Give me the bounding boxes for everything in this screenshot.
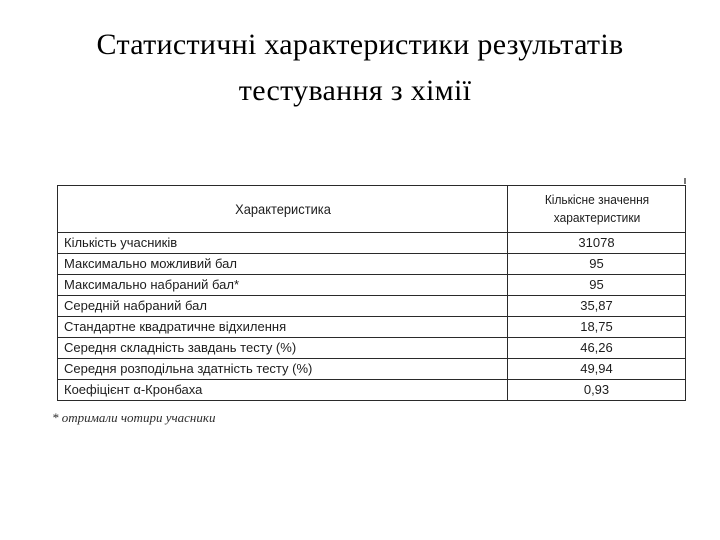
row-value: 95 (508, 275, 686, 296)
table-row (58, 317, 686, 338)
table-row (58, 380, 686, 401)
statistics-table (57, 185, 686, 401)
row-label: Середня складність завдань тесту (%) (58, 338, 508, 359)
row-label: Середня розподільна здатність тесту (%) (58, 359, 508, 380)
row-label: Максимально набраний бал* (58, 275, 508, 296)
table-row (58, 275, 686, 296)
slide-title-line-1: Статистичні характеристики результатів (96, 28, 624, 61)
table-row (58, 254, 686, 275)
row-label: Кількість учасників (58, 233, 508, 254)
row-label: Максимально можливий бал (58, 254, 508, 275)
table-footnote: * отримали чотири учасники (52, 410, 216, 425)
statistics-table-container (57, 185, 685, 401)
header-value: Кількісне значення характеристики (515, 186, 679, 233)
table-row (58, 338, 686, 359)
row-value: 95 (508, 254, 686, 275)
table-row (58, 359, 686, 380)
row-value: 0,93 (508, 380, 686, 401)
row-label: Коефіцієнт α-Кронбаха (58, 380, 508, 401)
table-header-row (58, 186, 686, 233)
scan-edge-mark (684, 178, 686, 184)
row-value: 35,87 (508, 296, 686, 317)
table-row (58, 233, 686, 254)
table-row (58, 296, 686, 317)
row-value: 18,75 (508, 317, 686, 338)
slide-title (0, 22, 720, 114)
row-label: Середній набраний бал (58, 296, 508, 317)
row-value: 46,26 (508, 338, 686, 359)
row-value: 49,94 (508, 359, 686, 380)
slide-title-line-2: тестування з хімії (238, 74, 472, 107)
row-label: Стандартне квадратичне відхилення (58, 317, 508, 338)
row-value: 31078 (508, 233, 686, 254)
header-characteristic: Характеристика (76, 186, 490, 233)
